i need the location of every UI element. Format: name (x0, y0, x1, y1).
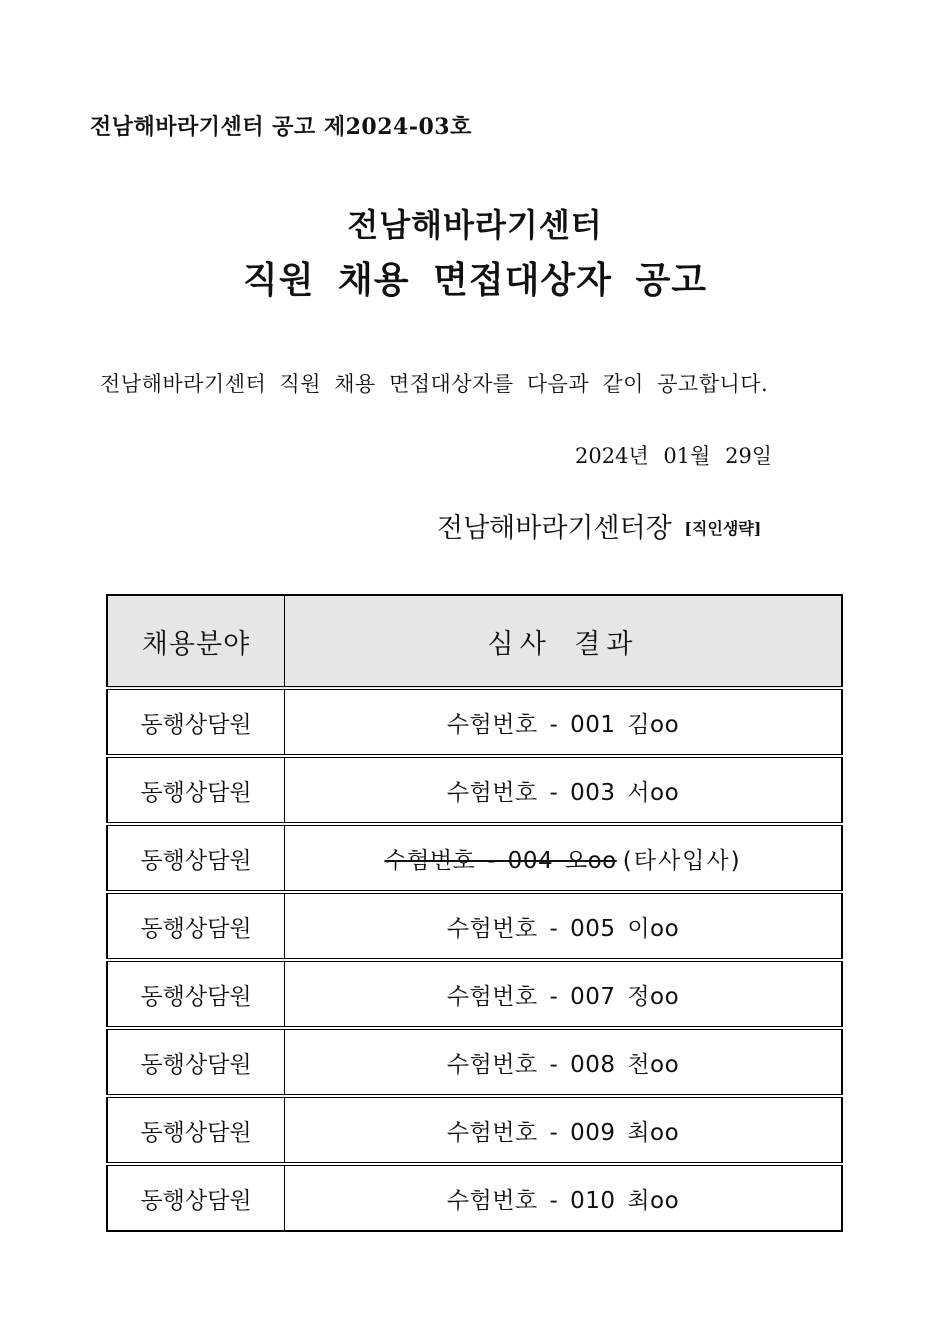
signature-block (437, 506, 761, 545)
result-cell (285, 1028, 843, 1096)
results-table (106, 594, 843, 1232)
table-row (107, 824, 842, 892)
field-cell: 동행상담원 (107, 1028, 285, 1096)
table-header-row (107, 595, 842, 688)
table-row (107, 688, 842, 756)
result-text: 수험번호 - 005 이oo (446, 915, 680, 942)
field-cell: 동행상담원 (107, 1096, 285, 1164)
result-cell (285, 756, 843, 824)
table-row (107, 1096, 842, 1164)
table-row (107, 756, 842, 824)
result-text: 수험번호 - 003 서oo (446, 779, 680, 806)
field-cell: 동행상담원 (107, 824, 285, 892)
result-text: 수험번호 - 009 최oo (446, 1119, 680, 1146)
result-cell (285, 1164, 843, 1231)
result-text: 수험번호 - 007 정oo (446, 983, 680, 1010)
field-cell: 동행상담원 (107, 756, 285, 824)
table-row (107, 960, 842, 1028)
result-cell (285, 960, 843, 1028)
result-note: (타사입사) (622, 847, 742, 874)
announcement-date: 2024년 01월 29일 (575, 444, 773, 468)
result-cell (285, 892, 843, 960)
result-cell (285, 824, 843, 892)
field-cell: 동행상담원 (107, 892, 285, 960)
header-field: 채용분야 (107, 595, 285, 688)
table-row (107, 1164, 842, 1231)
field-cell: 동행상담원 (107, 688, 285, 756)
results-table-container (106, 594, 843, 1232)
result-text-struck: 수험번호 - 004 오oo (384, 847, 617, 874)
header-result: 심사 결과 (285, 595, 843, 688)
intro-text: 전남해바라기센터 직원 채용 면접대상자를 다음과 같이 공고합니다. (100, 372, 769, 396)
notice-number: 전남해바라기센터 공고 제2024-03호 (90, 114, 472, 140)
seal-note: [직인생략] (684, 519, 762, 538)
table-row (107, 892, 842, 960)
result-text: 수험번호 - 001 김oo (446, 711, 680, 738)
table-row (107, 1028, 842, 1096)
result-text: 수험번호 - 008 천oo (446, 1051, 680, 1078)
signer-name: 전남해바라기센터장 (437, 513, 672, 544)
field-cell: 동행상담원 (107, 960, 285, 1028)
field-cell: 동행상담원 (107, 1164, 285, 1231)
page-title-organization: 전남해바라기센터 (347, 206, 603, 244)
page-title: 직원 채용 면접대상자 공고 (242, 260, 708, 301)
result-cell (285, 688, 843, 756)
result-cell (285, 1096, 843, 1164)
result-text: 수험번호 - 010 최oo (446, 1187, 680, 1214)
